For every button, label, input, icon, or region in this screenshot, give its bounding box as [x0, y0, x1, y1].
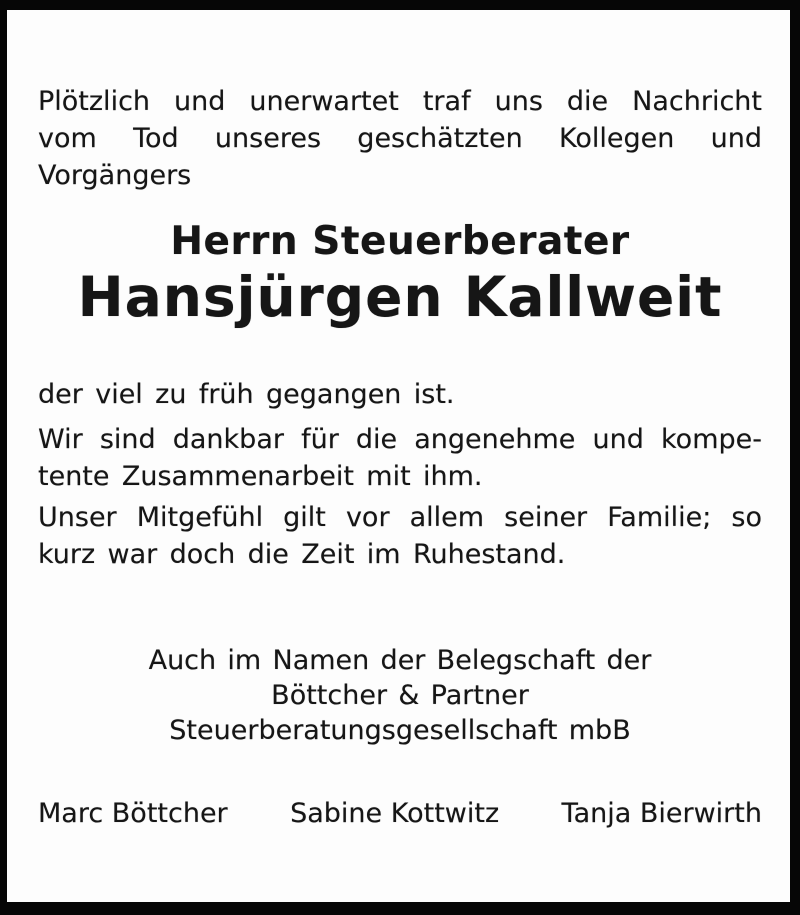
paragraph-2	[38, 421, 762, 495]
paragraph-3-line-2: kurz war doch die Zeit im Ruhestand.	[38, 539, 566, 570]
paragraph-3	[38, 499, 762, 573]
paragraph-3-line-1: Unser Mitgefühl gilt vor allem seiner Familie; so	[38, 502, 762, 533]
deceased-title: Herrn Steuerberater	[170, 219, 630, 264]
on-behalf-line-1: Auch im Namen der Belegschaft der	[148, 645, 652, 676]
paragraph-2-line-1: Wir sind dankbar für die angenehme und kompe-	[38, 424, 762, 455]
on-behalf-line-2: Böttcher & Partner	[271, 680, 529, 711]
intro-line-3: Vorgängers	[38, 160, 192, 191]
signature-name: Tanja Bierwirth	[561, 798, 762, 829]
signature-name: Sabine Kottwitz	[290, 798, 500, 829]
signature-name: Marc Böttcher	[38, 798, 228, 829]
signatures-row	[38, 795, 762, 832]
obituary-content	[7, 10, 790, 902]
deceased-name: Hansjürgen Kallweit	[77, 265, 723, 329]
paragraph-2-line-2: tente Zusammenarbeit mit ihm.	[38, 461, 483, 492]
on-behalf-block	[38, 643, 762, 748]
on-behalf-line-3: Steuerberatungsgesellschaft mbB	[169, 715, 631, 746]
intro-paragraph	[38, 83, 762, 194]
paragraph-1-line-1: der viel zu früh gegangen ist.	[38, 379, 455, 410]
intro-line-1: Plötzlich und unerwartet traf uns die Nachricht	[38, 86, 762, 117]
intro-line-2: vom Tod unseres geschätzten Kollegen und	[38, 123, 762, 154]
paragraph-1	[38, 376, 762, 413]
